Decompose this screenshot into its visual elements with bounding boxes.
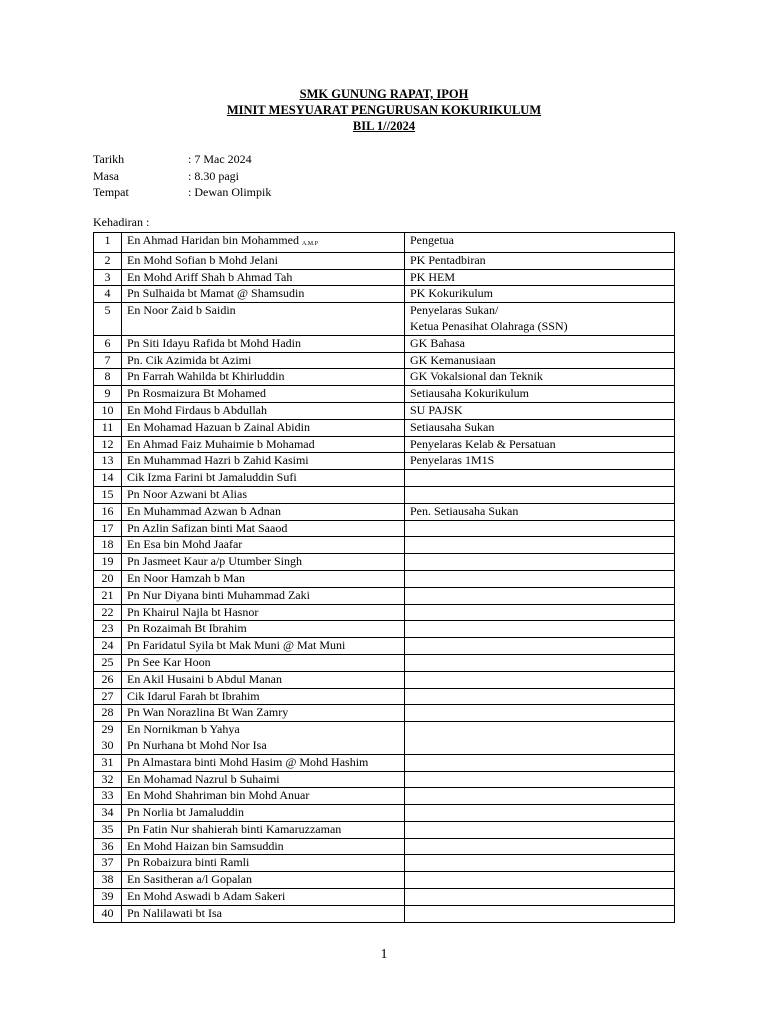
table-row <box>94 788 675 805</box>
member-role-cell <box>405 671 675 688</box>
member-role: Setiausaha Kokurikulum <box>410 386 529 401</box>
member-name-cell <box>122 402 405 419</box>
member-role-cell <box>405 252 675 269</box>
table-row <box>94 520 675 537</box>
row-number-cell <box>94 335 122 352</box>
member-name: En Ahmad Haridan bin Mohammed <box>127 233 299 247</box>
member-name: En Mohd Shahriman bin Mohd Anuar <box>127 788 310 803</box>
table-row <box>94 269 675 286</box>
member-role-cell <box>405 638 675 655</box>
table-row <box>94 233 675 253</box>
member-role-cell <box>405 503 675 520</box>
member-name: En Noor Hamzah b Man <box>127 570 245 585</box>
member-role: GK Bahasa <box>410 335 465 350</box>
member-role-cell <box>405 537 675 554</box>
row-number: 36 <box>101 838 114 853</box>
member-name-cell <box>122 705 405 722</box>
table-row <box>94 855 675 872</box>
row-number: 5 <box>104 303 111 318</box>
attendance-heading: Kehadiran : <box>93 215 150 229</box>
row-number: 31 <box>101 754 114 769</box>
member-name-cell <box>122 369 405 386</box>
row-number: 7 <box>104 352 111 367</box>
member-role-cell <box>405 369 675 386</box>
row-number: 6 <box>104 335 111 350</box>
member-role: GK Vokalsional dan Teknik <box>410 369 543 384</box>
member-role-cell <box>405 352 675 369</box>
table-row <box>94 335 675 352</box>
member-name: Pn See Kar Hoon <box>127 654 211 669</box>
row-number: 27 <box>101 688 114 703</box>
table-row <box>94 638 675 655</box>
meta-label: Tarikh <box>93 152 125 166</box>
school-name: SMK GUNUNG RAPAT, IPOH <box>299 87 469 101</box>
row-number: 25 <box>101 654 114 669</box>
table-row <box>94 838 675 855</box>
row-number: 39 <box>101 889 114 904</box>
member-role-cell <box>405 838 675 855</box>
row-number: 24 <box>101 638 114 653</box>
member-role: Ketua Penasihat Olahraga (SSN) <box>410 318 568 333</box>
row-number: 33 <box>101 788 114 803</box>
member-role-cell <box>405 705 675 722</box>
table-row <box>94 369 675 386</box>
row-number-cell <box>94 821 122 838</box>
member-role-cell <box>405 855 675 872</box>
member-name-cell <box>122 269 405 286</box>
row-number-cell <box>94 621 122 638</box>
row-number: 14 <box>101 470 114 485</box>
member-name: En Mohd Aswadi b Adam Sakeri <box>127 889 286 904</box>
member-name: Pn Nurhana bt Mohd Nor Isa <box>127 737 267 752</box>
row-number-cell <box>94 269 122 286</box>
member-name-cell <box>122 570 405 587</box>
row-number: 11 <box>101 419 114 434</box>
member-name: En Esa bin Mohd Jaafar <box>127 537 243 552</box>
member-name: En Muhammad Azwan b Adnan <box>127 503 281 518</box>
member-name: Pn Nalilawati bt Isa <box>127 905 222 920</box>
member-name: En Nornikman b Yahya <box>127 722 240 737</box>
row-number-cell <box>94 771 122 788</box>
meta-value: : 8.30 pagi <box>188 168 239 183</box>
row-number-cell <box>94 503 122 520</box>
member-name-cell <box>122 335 405 352</box>
member-name: Cik Izma Farini bt Jamaluddin Sufi <box>127 470 297 485</box>
meeting-details <box>93 151 271 201</box>
member-name: En Muhammad Hazri b Zahid Kasimi <box>127 453 309 468</box>
member-name-cell <box>122 771 405 788</box>
meta-label: Masa <box>93 168 119 183</box>
table-row <box>94 621 675 638</box>
row-number: 10 <box>101 402 114 417</box>
row-number-cell <box>94 369 122 386</box>
member-name: Pn Faridatul Syila bt Mak Muni @ Mat Muni <box>127 638 346 653</box>
member-name-cell <box>122 470 405 487</box>
row-number-cell <box>94 303 122 336</box>
member-name-cell <box>122 855 405 872</box>
member-name: Pn Rosmaizura Bt Mohamed <box>127 386 266 401</box>
member-name-cell <box>122 621 405 638</box>
member-role-cell <box>405 386 675 403</box>
row-number-cell <box>94 855 122 872</box>
member-name-cell <box>122 805 405 822</box>
row-number-cell <box>94 587 122 604</box>
member-role: Pen. Setiausaha Sukan <box>410 503 519 518</box>
row-number: 16 <box>101 503 114 518</box>
table-row <box>94 821 675 838</box>
member-role: Penyelaras Kelab & Persatuan <box>410 436 556 451</box>
row-number-cell <box>94 838 122 855</box>
row-number: 9 <box>104 386 111 401</box>
member-name: Pn. Cik Azimida bt Azimi <box>127 352 252 367</box>
member-name-cell <box>122 436 405 453</box>
row-number-cell <box>94 638 122 655</box>
row-number-cell <box>94 754 122 771</box>
member-role: GK Kemanusiaan <box>410 352 496 367</box>
member-role-cell <box>405 688 675 705</box>
member-name-cell <box>122 587 405 604</box>
member-name: Pn Noor Azwani bt Alias <box>127 486 247 501</box>
meta-value: : 7 Mac 2024 <box>188 152 252 166</box>
table-row <box>94 303 675 336</box>
row-number-cell <box>94 554 122 571</box>
row-number: 35 <box>101 821 114 836</box>
row-number: 8 <box>104 369 111 384</box>
meeting-number: BIL 1//2024 <box>352 119 416 133</box>
row-number: 15 <box>101 486 114 501</box>
row-number: 37 <box>101 855 114 870</box>
member-name-cell <box>122 722 405 755</box>
member-role-cell <box>405 805 675 822</box>
row-number-cell <box>94 788 122 805</box>
member-name-cell <box>122 872 405 889</box>
member-name: Pn Nur Diyana binti Muhammad Zaki <box>127 587 310 602</box>
row-number: 22 <box>101 604 114 619</box>
row-number: 17 <box>101 520 114 535</box>
row-number-cell <box>94 905 122 922</box>
member-name: Pn Azlin Safizan binti Mat Saaod <box>127 520 288 535</box>
row-number: 28 <box>101 705 114 720</box>
document-header <box>0 86 768 134</box>
member-role-cell <box>405 486 675 503</box>
member-name: Pn Siti Idayu Rafida bt Mohd Hadin <box>127 335 301 350</box>
member-role-cell <box>405 269 675 286</box>
member-role-cell <box>405 821 675 838</box>
row-number: 3 <box>104 269 111 284</box>
table-row <box>94 905 675 922</box>
row-number: 1 <box>104 233 111 247</box>
row-number-cell <box>94 520 122 537</box>
member-role-cell <box>405 654 675 671</box>
member-role: Penyelaras 1M1S <box>410 453 495 468</box>
member-role-cell <box>405 905 675 922</box>
member-role-cell <box>405 604 675 621</box>
member-name: En Mohd Sofian b Mohd Jelani <box>127 252 278 267</box>
member-role: Penyelaras Sukan/ <box>410 303 499 318</box>
member-role-cell <box>405 872 675 889</box>
table-row <box>94 889 675 906</box>
row-number: 29 <box>101 722 114 737</box>
member-role-cell <box>405 587 675 604</box>
row-number-cell <box>94 671 122 688</box>
member-role-cell <box>405 233 675 253</box>
row-number: 20 <box>101 570 114 585</box>
table-row <box>94 771 675 788</box>
meta-label: Tempat <box>93 185 129 199</box>
member-role-cell <box>405 419 675 436</box>
member-name: En Akil Husaini b Abdul Manan <box>127 671 282 686</box>
row-number-cell <box>94 872 122 889</box>
row-number: 2 <box>104 252 111 267</box>
attendance-table <box>93 232 675 923</box>
table-row <box>94 722 675 755</box>
member-role: PK Pentadbiran <box>410 252 486 267</box>
member-name: En Mohamad Hazuan b Zainal Abidin <box>127 419 310 434</box>
table-row <box>94 688 675 705</box>
member-name-cell <box>122 286 405 303</box>
row-number-cell <box>94 705 122 722</box>
row-number: 30 <box>101 737 114 752</box>
row-number: 13 <box>101 453 114 468</box>
member-role: PK Kokurikulum <box>410 286 494 301</box>
member-role: Setiausaha Sukan <box>410 419 495 434</box>
member-role-cell <box>405 554 675 571</box>
member-name: Pn Wan Norazlina Bt Wan Zamry <box>127 705 289 720</box>
member-role-cell <box>405 570 675 587</box>
table-row <box>94 503 675 520</box>
table-row <box>94 470 675 487</box>
table-row <box>94 286 675 303</box>
row-number-cell <box>94 453 122 470</box>
row-number-cell <box>94 486 122 503</box>
member-name-cell <box>122 503 405 520</box>
member-name-cell <box>122 352 405 369</box>
table-row <box>94 537 675 554</box>
member-name: En Mohd Ariff Shah b Ahmad Tah <box>127 269 293 284</box>
member-name-cell <box>122 233 405 253</box>
member-role-cell <box>405 402 675 419</box>
member-name-cell <box>122 838 405 855</box>
member-name-cell <box>122 821 405 838</box>
row-number-cell <box>94 233 122 253</box>
member-name-cell <box>122 303 405 336</box>
row-number-cell <box>94 402 122 419</box>
member-name-cell <box>122 453 405 470</box>
member-role-cell <box>405 303 675 336</box>
member-name-cell <box>122 486 405 503</box>
member-name: Pn Norlia bt Jamaluddin <box>127 805 244 820</box>
table-row <box>94 604 675 621</box>
table-row <box>94 436 675 453</box>
member-name-cell <box>122 788 405 805</box>
member-name: En Ahmad Faiz Muhaimie b Mohamad <box>127 436 315 451</box>
row-number-cell <box>94 286 122 303</box>
row-number: 40 <box>101 905 114 920</box>
member-name-cell <box>122 419 405 436</box>
member-name: Pn Almastara binti Mohd Hasim @ Mohd Hashim <box>127 754 369 769</box>
member-name: Pn Fatin Nur shahierah binti Kamaruzzaman <box>127 821 342 836</box>
table-row <box>94 587 675 604</box>
member-name-cell <box>122 252 405 269</box>
table-row <box>94 671 675 688</box>
meta-row-venue <box>93 184 271 201</box>
member-role-cell <box>405 520 675 537</box>
member-role-cell <box>405 788 675 805</box>
table-row <box>94 419 675 436</box>
row-number-cell <box>94 570 122 587</box>
meeting-title: MINIT MESYUARAT PENGURUSAN KOKURIKULUM <box>226 103 542 117</box>
row-number-cell <box>94 654 122 671</box>
row-number: 18 <box>101 537 114 552</box>
member-name-cell <box>122 671 405 688</box>
row-number-cell <box>94 470 122 487</box>
member-name: Pn Robaizura binti Ramli <box>127 855 250 870</box>
table-row <box>94 872 675 889</box>
member-name: Pn Farrah Wahilda bt Khirluddin <box>127 369 285 384</box>
member-name: Cik Idarul Farah bt Ibrahim <box>127 688 260 703</box>
table-row <box>94 352 675 369</box>
row-number: 38 <box>101 872 114 887</box>
row-number: 12 <box>101 436 114 451</box>
member-name-cell <box>122 604 405 621</box>
member-name: En Sasitheran a/l Gopalan <box>127 872 252 887</box>
row-number-cell <box>94 604 122 621</box>
table-row <box>94 486 675 503</box>
member-role: SU PAJSK <box>410 402 463 417</box>
member-role-cell <box>405 771 675 788</box>
row-number: 4 <box>104 286 111 301</box>
member-role: PK HEM <box>410 269 456 284</box>
member-name: En Mohd Haizan bin Samsuddin <box>127 838 284 853</box>
row-number-cell <box>94 805 122 822</box>
member-name-cell <box>122 688 405 705</box>
meta-row-time <box>93 168 271 185</box>
row-number-cell <box>94 386 122 403</box>
member-role-cell <box>405 470 675 487</box>
member-name-cell <box>122 554 405 571</box>
member-name: En Mohd Firdaus b Abdullah <box>127 402 267 417</box>
row-number-cell <box>94 419 122 436</box>
member-role-cell <box>405 453 675 470</box>
member-name: En Noor Zaid b Saidin <box>127 303 236 318</box>
member-name: Pn Jasmeet Kaur a/p Utumber Singh <box>127 554 302 569</box>
member-role-cell <box>405 286 675 303</box>
table-row <box>94 386 675 403</box>
member-role-cell <box>405 621 675 638</box>
member-name-cell <box>122 889 405 906</box>
member-role-cell <box>405 754 675 771</box>
row-number-cell <box>94 688 122 705</box>
page-number: 1 <box>380 947 388 962</box>
honorific-suffix: A.M.P <box>301 241 318 247</box>
table-row <box>94 554 675 571</box>
member-name-cell <box>122 905 405 922</box>
row-number-cell <box>94 252 122 269</box>
member-role-cell <box>405 436 675 453</box>
member-name: Pn Sulhaida bt Mamat @ Shamsudin <box>127 286 305 301</box>
member-name-cell <box>122 537 405 554</box>
row-number: 19 <box>101 554 114 569</box>
member-role-cell <box>405 889 675 906</box>
member-name-cell <box>122 754 405 771</box>
row-number: 34 <box>101 805 114 820</box>
member-name-cell <box>122 654 405 671</box>
row-number-cell <box>94 352 122 369</box>
table-row <box>94 453 675 470</box>
member-name-cell <box>122 638 405 655</box>
member-name: En Mohamad Nazrul b Suhaimi <box>127 771 280 786</box>
row-number: 23 <box>101 621 114 636</box>
table-row <box>94 805 675 822</box>
member-role: Pengetua <box>410 233 454 247</box>
member-role-cell <box>405 722 675 755</box>
row-number: 32 <box>101 771 114 786</box>
row-number-cell <box>94 722 122 755</box>
table-row <box>94 252 675 269</box>
member-role-cell <box>405 335 675 352</box>
row-number-cell <box>94 889 122 906</box>
member-name-cell <box>122 386 405 403</box>
member-name: Pn Khairul Najla bt Hasnor <box>127 604 259 619</box>
table-row <box>94 654 675 671</box>
table-row <box>94 705 675 722</box>
table-row <box>94 754 675 771</box>
row-number: 21 <box>101 587 114 602</box>
table-row <box>94 570 675 587</box>
member-name: Pn Rozaimah Bt Ibrahim <box>127 621 247 636</box>
member-name-cell <box>122 520 405 537</box>
row-number-cell <box>94 436 122 453</box>
table-row <box>94 402 675 419</box>
meta-value: : Dewan Olimpik <box>188 185 272 199</box>
row-number-cell <box>94 537 122 554</box>
row-number: 26 <box>101 671 114 686</box>
attendance-table-body <box>94 233 675 923</box>
meta-row-date <box>93 151 271 168</box>
